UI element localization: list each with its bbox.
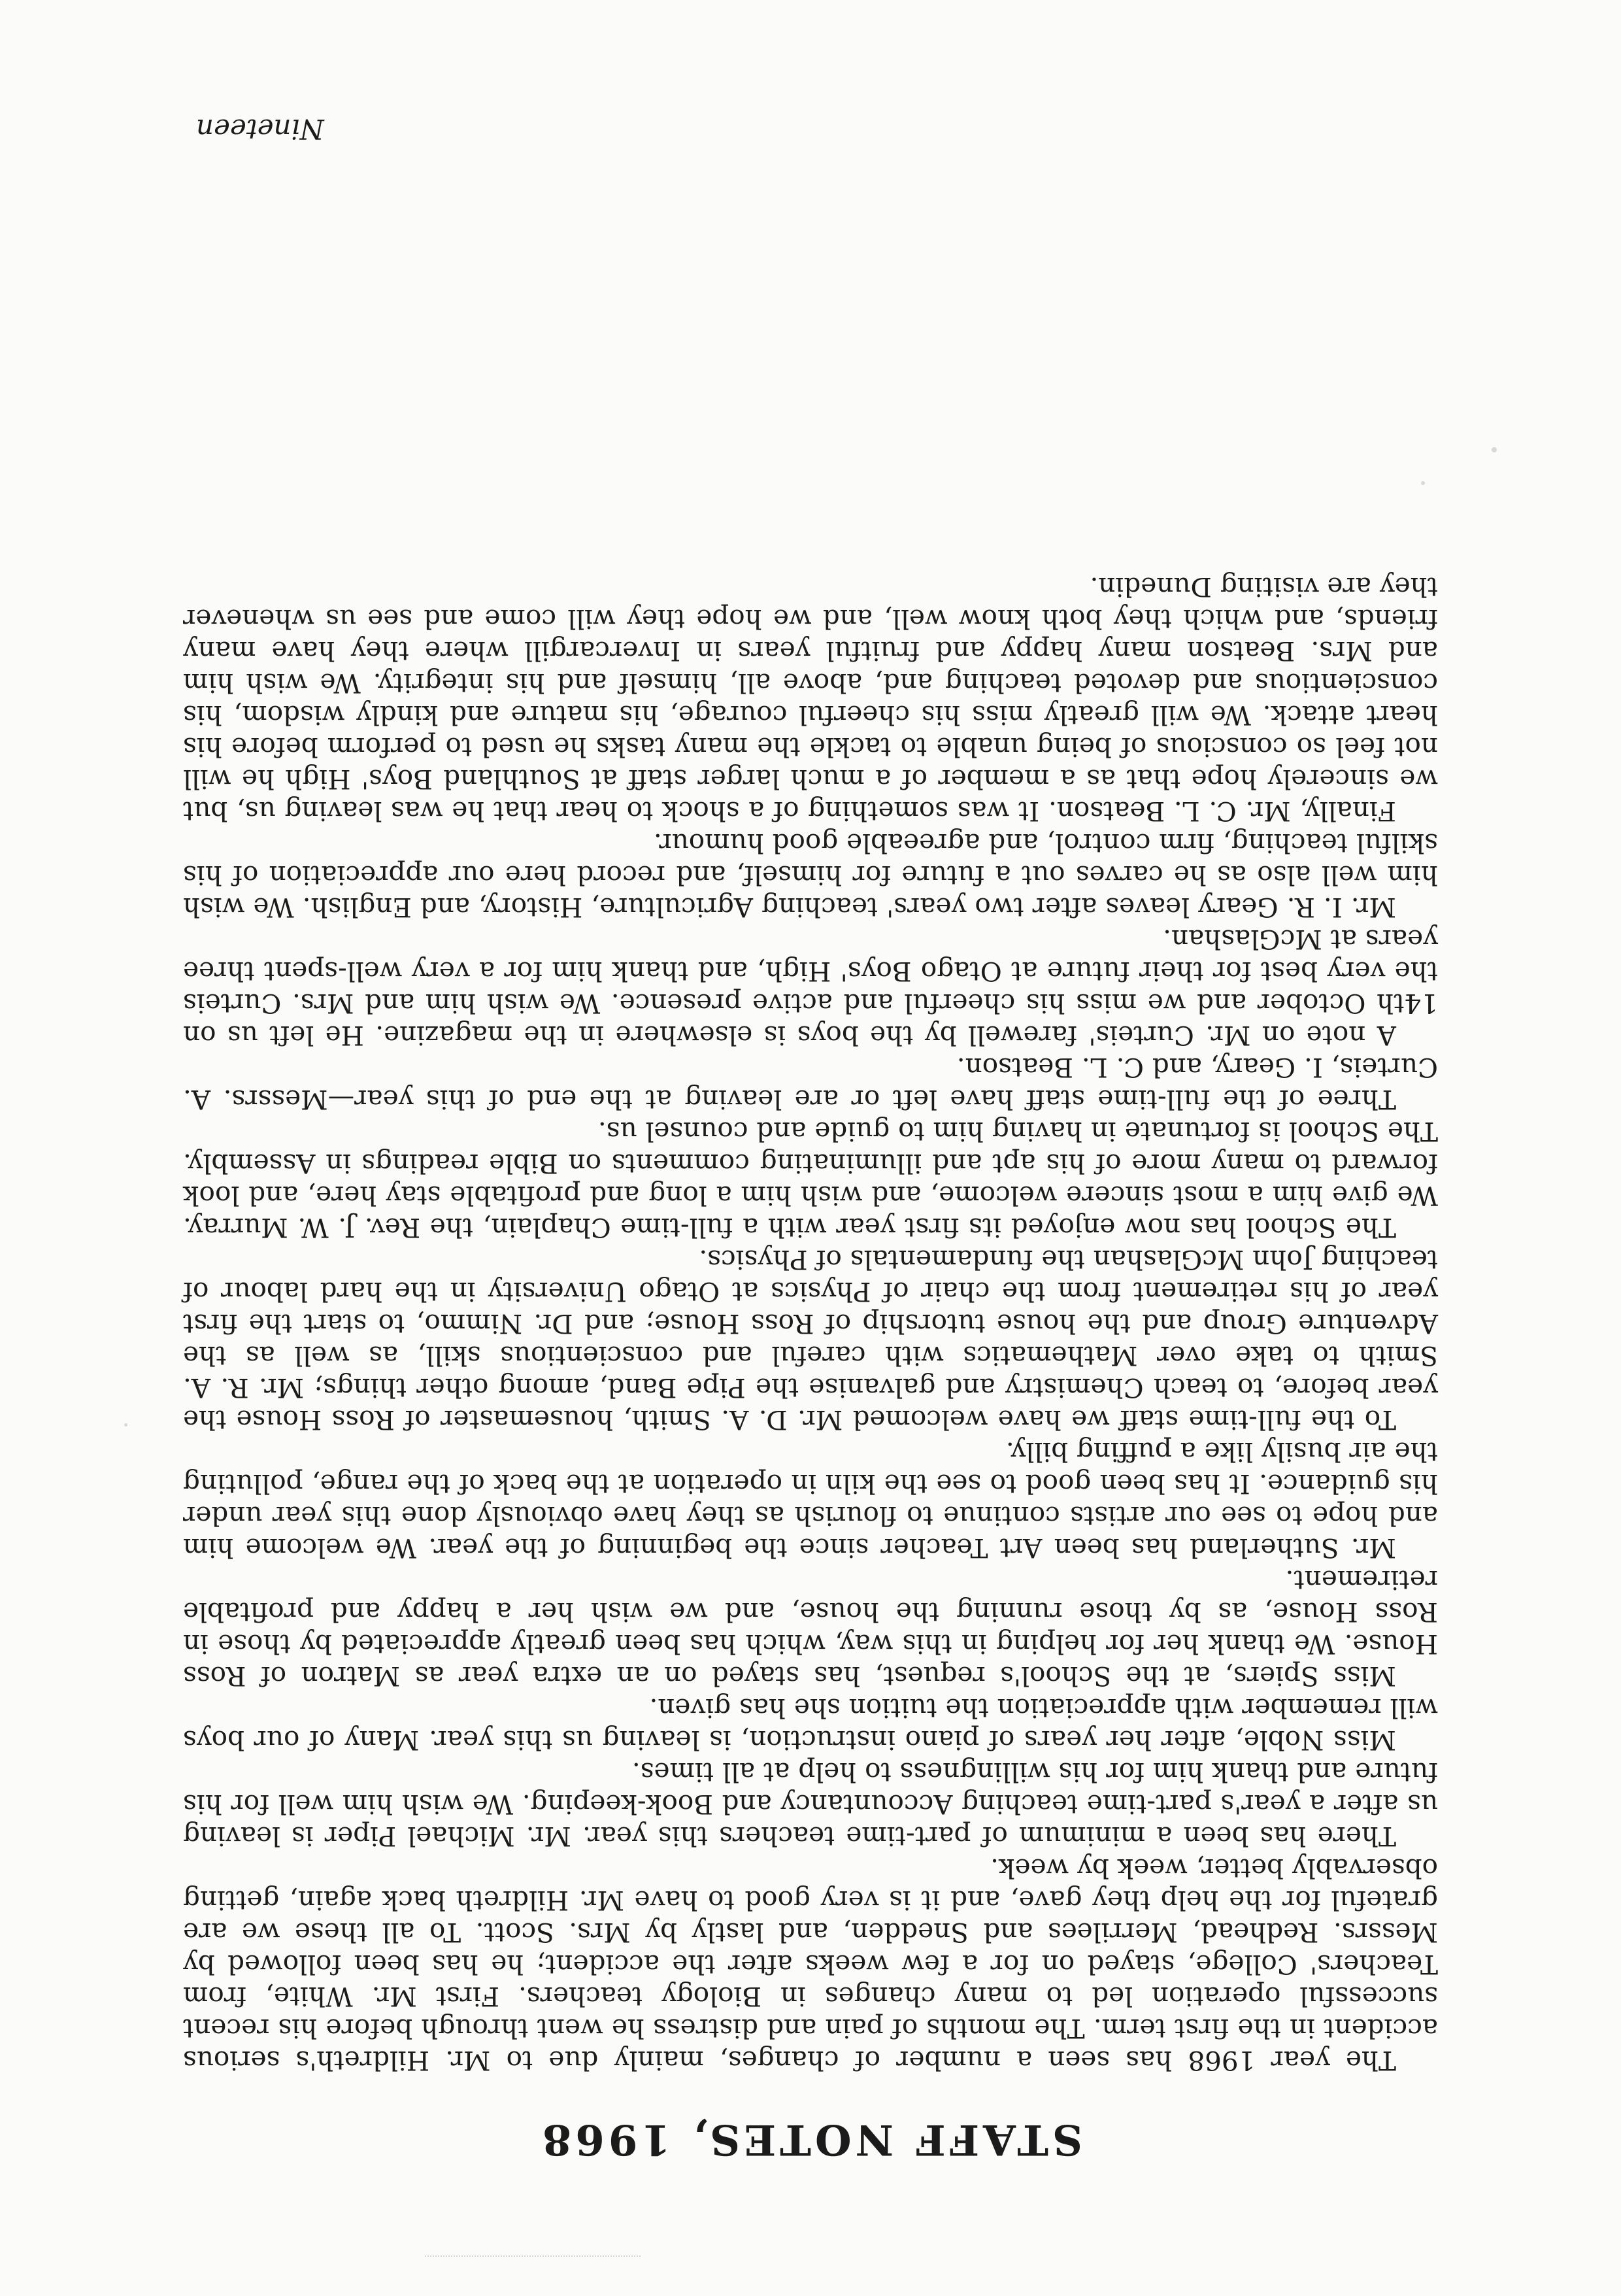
scan-speckle xyxy=(425,2250,641,2257)
scan-mark xyxy=(124,1423,127,1427)
paragraph: A note on Mr. Curteis' farewell by the boys is elsewhere in the magazine. He left us on 14th October and we miss his cheerful and active presence. We wish him and Mrs. Curteis the very best for their future at Otago Boys' High, and thank him for a very well-spent three years at McGlashan. xyxy=(183,924,1438,1051)
paragraph: The year 1968 has seen a number of changes, mainly due to Mr. Hildreth's serious accident in the first term. The months of pain and distress he went through before his recent successful operation led to many changes in Biology teachers. First Mr. White, from Teachers' College, stayed on for a few weeks after the accident; he has been followed by Messrs. Redhead, Merrilees and Snedden, and lastly by Mrs. Scott. To all these we are grateful for the help they gave, and it is very good to have Mr. Hildreth back again, getting observably better, week by week. xyxy=(183,1853,1438,2076)
paragraph: Miss Noble, after her years of piano instruction, is leaving us this year. Many of our boys will remember with appreciation the tuition she has given. xyxy=(183,1693,1438,1756)
paragraph: Finally, Mr. C. L. Beatson. It was something of a shock to hear that he was leaving us, but we sincerely hope that as a member of a much larger staff at Southland Boys' High he will not feel so conscious of being unable to tackle the many tasks he used to perform before his heart attack. We will greatly miss his cheerful courage, his mature and kindly wisdom, his conscientious and devoted teaching and, above all, himself and his integrity. We wish him and Mrs. Beatson many happy and fruitful years in Invercargill where they have many friends, and which they both know well, and we hope they will come and see us whenever they are visiting Dunedin. xyxy=(183,571,1438,827)
scan-mark xyxy=(1492,447,1497,452)
page-title: STAFF NOTES, 1968 xyxy=(538,2115,1083,2164)
article xyxy=(183,571,1438,2165)
page-number: Nineteen xyxy=(196,113,324,145)
paragraph: Mr. I. R. Geary leaves after two years' teaching Agriculture, History, and English. We wish him well also as he carves out a future for himself, and record here our appreciation of his skilful teaching, firm control, and agreeable good humour. xyxy=(183,828,1438,923)
paragraph: Mr. Sutherland has been Art Teacher since the beginning of the year. We welcome him and hope to see our artists continue to flourish as they have obviously done this year under his guidance. It has been good to see the kiln in operation at the back of the range, polluting the air busily like a puffing billy. xyxy=(183,1436,1438,1564)
paragraph: Three of the full-time staff have left or are leaving at the end of this year—Messrs. A. Curteis, I. Geary, and C. L. Beatson. xyxy=(183,1052,1438,1115)
paragraph: Miss Spiers, at the School's request, has stayed on an extra year as Matron of Ross House. We thank her for helping in this way, which has been greatly appreciated by those in Ross House, as by those running the house, and we wish her a happy and profitable retirement. xyxy=(183,1564,1438,1692)
paragraph: There has been a minimum of part-time teachers this year. Mr. Michael Piper is leaving us after a year's part-time teaching Accountancy and Book-keeping. We wish him well for his future and thank him for his willingness to help at all times. xyxy=(183,1757,1438,1852)
paragraph: The School has now enjoyed its first year with a full-time Chaplain, the Rev. J. W. Murray. We give him a most sincere welcome, and wish him a long and profitable stay here, and look forward to many more of his apt and illuminating comments on Bible readings in Assembly. The School is fortunate in having him to guide and counsel us. xyxy=(183,1116,1438,1243)
paragraph: To the full-time staff we have welcomed Mr. D. A. Smith, housemaster of Ross House the year before, to teach Chemistry and galvanise the Pipe Band, among other things; Mr. R. A. Smith to take over Mathematics with careful and conscientious skill, as well as the Adventure Group and the house tutorship of Ross House; and Dr. Nimmo, to start the first year of his retirement from the chair of Physics at Otago University in the hard labour of teaching John McGlashan the fundamentals of Physics. xyxy=(183,1244,1438,1436)
scan-mark xyxy=(1421,481,1425,485)
